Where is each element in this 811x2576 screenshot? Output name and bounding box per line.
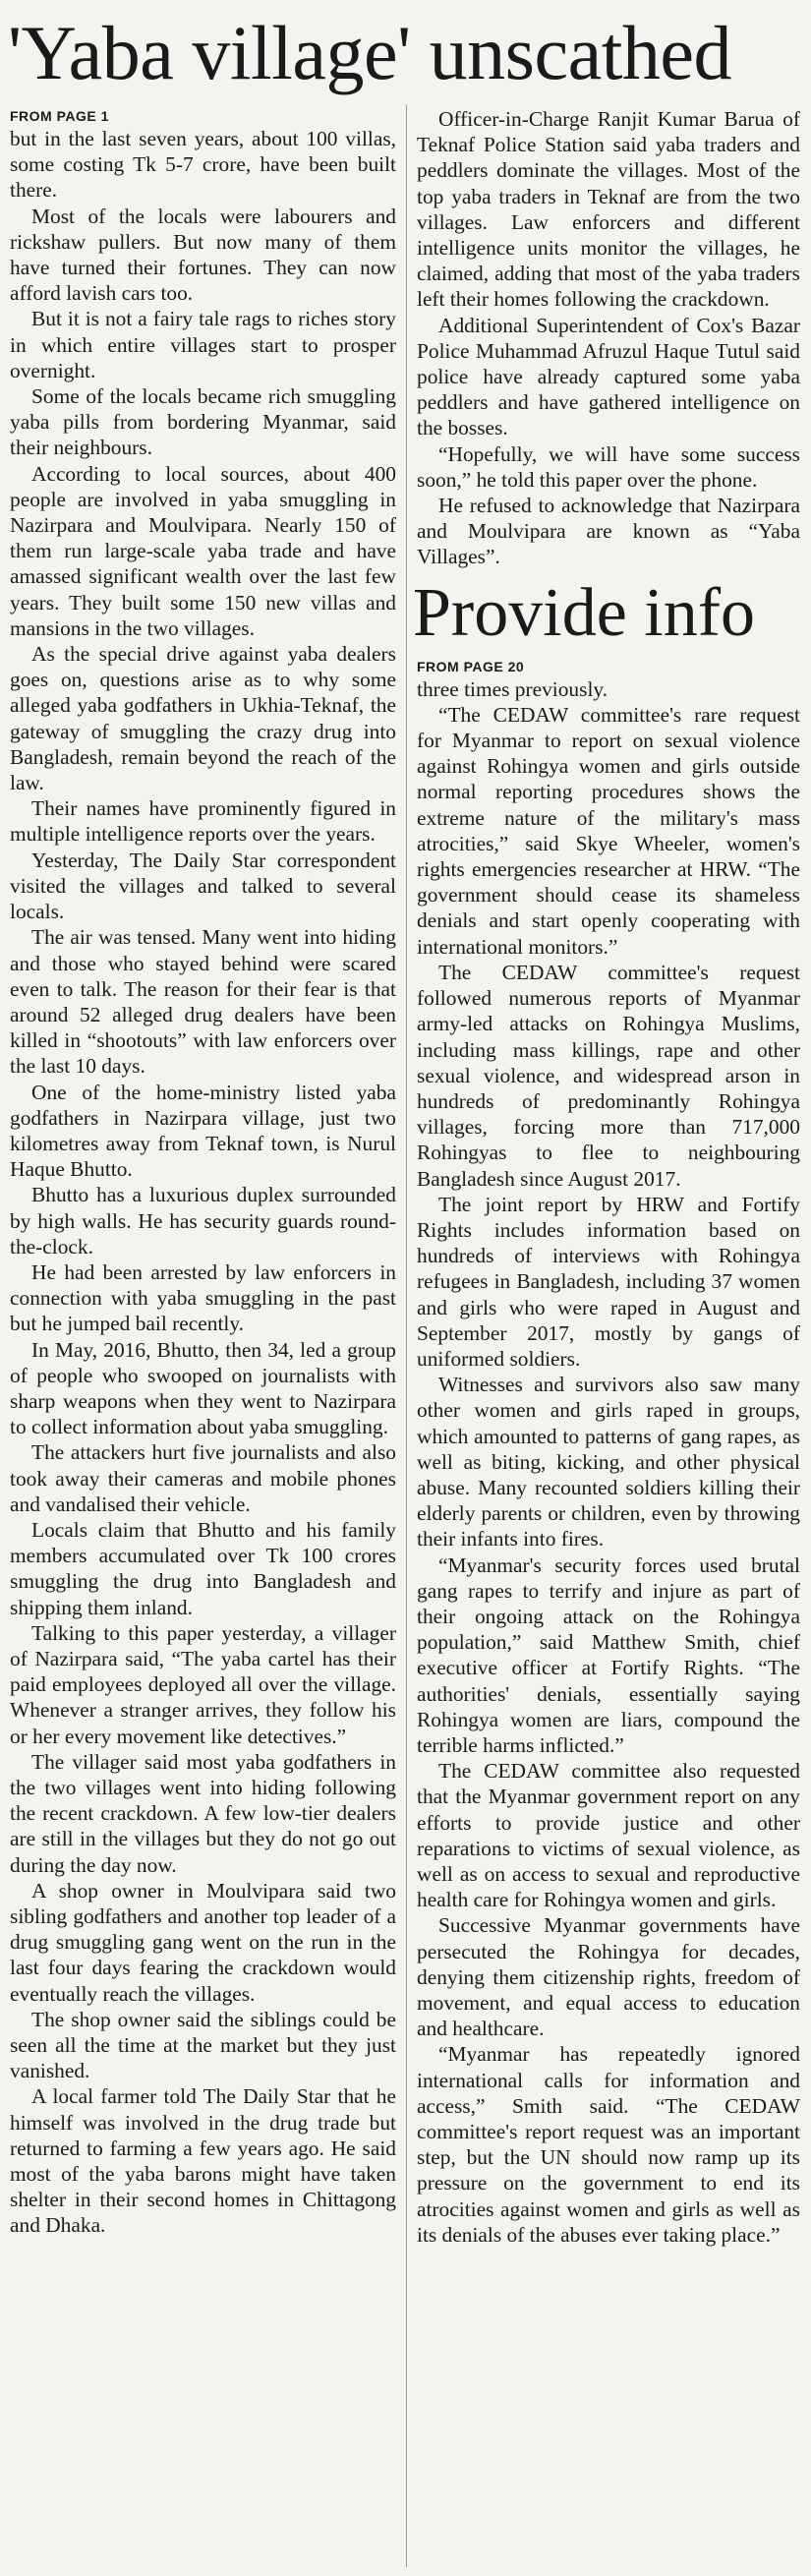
paragraph: One of the home-ministry listed yaba godfathers in Nazirpara village, just two kilometres away from Teknaf town, is Nurul Haque Bhutto. (10, 1080, 396, 1182)
paragraph: Yesterday, The Daily Star correspondent visited the villages and talked to several locals. (10, 848, 396, 924)
article1-body-col2 (417, 106, 800, 570)
paragraph: Officer-in-Charge Ranjit Kumar Barua of Teknaf Police Station said yaba traders and peddlers dominate the villages. Most of the top yaba traders in Teknaf are from the two villages. Law enforcers and different intelligence units monitor the villages, he claimed, adding that most of the yaba traders left their homes following the crackdown. (417, 107, 800, 312)
paragraph: “Myanmar's security forces used brutal gang rapes to terrify and injure as part of their ongoing attack on the Rohingya population,” said Matthew Smith, chief executive officer at Fortify Rights. “The authorities' denials, essentially saying Rohingya women are liars, compound the terrible harms inflicted.” (417, 1552, 800, 1757)
article1-jump-line: FROM PAGE 1 (10, 108, 109, 124)
column-divider (406, 104, 407, 2567)
paragraph: Locals claim that Bhutto and his family members accumulated over Tk 100 crores smuggling the drug into Bangladesh and shipping them inland. (10, 1517, 396, 1619)
right-column (413, 106, 800, 2248)
paragraph: “Hopefully, we will have some success soon,” he told this paper over the phone. (417, 441, 800, 492)
paragraph: Successive Myanmar governments have persecuted the Rohingya for decades, denying them citizenship rights, freedom of movement, and equal access to education and healthcare. (417, 1913, 800, 2041)
article2-headline: Provide info (413, 574, 756, 651)
paragraph: but in the last seven years, about 100 villas, some costing Tk 5-7 crore, have been built there. (10, 127, 396, 203)
paragraph: The attackers hurt five journalists and also took away their cameras and mobile phones and vandalised their vehicle. (10, 1440, 396, 1516)
paragraph: But it is not a fairy tale rags to riches story in which entire villages start to prosper overnight. (10, 307, 396, 382)
paragraph: The CEDAW committee also requested that the Myanmar government report on any efforts to provide justice and other reparations to victims of sexual violence, as well as on access to sexual and reproductive health care for Rohingya women and girls. (417, 1759, 800, 1912)
paragraph: He refused to acknowledge that Nazirpara and Moulvipara are known as “Yaba Villages”. (417, 494, 800, 569)
paragraph: Their names have prominently figured in multiple intelligence reports over the years. (10, 796, 396, 847)
paragraph: three times previously. (417, 676, 608, 701)
article1-headline: 'Yaba village' unscathed (8, 10, 732, 95)
paragraph: Bhutto has a luxurious duplex surrounded by high walls. He has security guards round-the-clock. (10, 1183, 396, 1259)
article2-body (417, 676, 800, 2248)
paragraph: Some of the locals became rich smuggling yaba pills from bordering Myanmar, said their neighbours. (10, 384, 396, 460)
paragraph: A shop owner in Moulvipara said two sibling godfathers and another top leader of a drug smuggling gang went on the run in the last four days fearing the crackdown would eventually reach the villages. (10, 1878, 396, 2006)
paragraph: Witnesses and survivors also saw many other women and girls raped in groups, which amounted to patterns of gang rapes, as well as biting, kicking, and other physical abuse. Many recounted soldiers killing their elderly parents or children, even by throwing their infants into fires. (417, 1373, 800, 1551)
paragraph: The air was tensed. Many went into hiding and those who stayed behind were scared even to talk. The reason for their fear is that around 52 alleged drug dealers have been killed in “shootouts” with law enforcers over the last 10 days. (10, 925, 396, 1079)
paragraph: Additional Superintendent of Cox's Bazar Police Muhammad Afruzul Haque Tutul said police have already captured some yaba peddlers and have gathered intelligence on the bosses. (417, 313, 800, 440)
article1-column-1 (10, 106, 396, 2239)
paragraph: According to local sources, about 400 people are involved in yaba smuggling in Nazirpara and Moulvipara. Nearly 150 of them run large-scale yaba trade and have amassed significant wealth over the last few years. They built some 150 new villas and mansions in the two villages. (10, 461, 396, 640)
paragraph: In May, 2016, Bhutto, then 34, led a group of people who swooped on journalists with sharp weapons when they went to Nazirpara to collect information about yaba smuggling. (10, 1337, 396, 1439)
paragraph: As the special drive against yaba dealers goes on, questions arise as to why some alleged yaba godfathers in Ukhia-Teknaf, the gateway of smuggling the crazy drug into Bangladesh, remain beyond the reach of the law. (10, 642, 396, 795)
paragraph: A local farmer told The Daily Star that he himself was involved in the drug trade but returned to farming a few years ago. He said most of the yaba barons might have taken shelter in their second homes in Chittagong and Dhaka. (10, 2084, 396, 2238)
paragraph: The joint report by HRW and Fortify Rights includes information based on hundreds of interviews with Rohingya refugees in Bangladesh, including 37 women and girls who were raped in August and September 2017, mostly by gangs of uniformed soldiers. (417, 1192, 800, 1371)
paragraph: The shop owner said the siblings could be seen all the time at the market but they just vanished. (10, 2007, 396, 2083)
paragraph: The villager said most yaba godfathers in the two villages went into hiding following the recent crackdown. A few low-tier dealers are still in the villages but they do not go out during the day now. (10, 1749, 396, 1877)
article1-body-col1 (10, 126, 396, 2239)
paragraph: Most of the locals were labourers and rickshaw pullers. But now many of them have turned their fortunes. They can now afford lavish cars too. (10, 204, 396, 306)
paragraph: He had been arrested by law enforcers in connection with yaba smuggling in the past but he jumped bail recently. (10, 1259, 396, 1336)
paragraph: “Myanmar has repeatedly ignored international calls for information and access,” Smith said. “The CEDAW committee's report request was an important step, but the UN should now ramp up its pressure on the government to end its atrocities against women and girls as well as its denials of the abuses ever taking place.” (417, 2042, 800, 2247)
paragraph: Talking to this paper yesterday, a villager of Nazirpara said, “The yaba cartel has their paid employees deployed all over the village. Whenever a stranger arrives, they follow his or her every movement like detectives.” (10, 1620, 396, 1748)
paragraph: The CEDAW committee's request followed numerous reports of Myanmar army-led attacks on Rohingya Muslims, including mass killings, rape and other sexual violence, and widespread arson in hundreds of predominantly Rohingya villages, forcing more than 717,000 Rohingyas to flee to neighbouring Bangladesh since August 2017. (417, 960, 800, 1191)
article2-jump-line: FROM PAGE 20 (417, 658, 525, 674)
paragraph: “The CEDAW committee's rare request for Myanmar to report on sexual violence against Rohingya women and girls outside normal reporting procedures shows the extreme nature of the military's mass atrocities,” said Skye Wheeler, women's rights emergencies researcher at HRW. “The government should cease its shameless denials and start openly cooperating with international monitors.” (417, 702, 800, 959)
